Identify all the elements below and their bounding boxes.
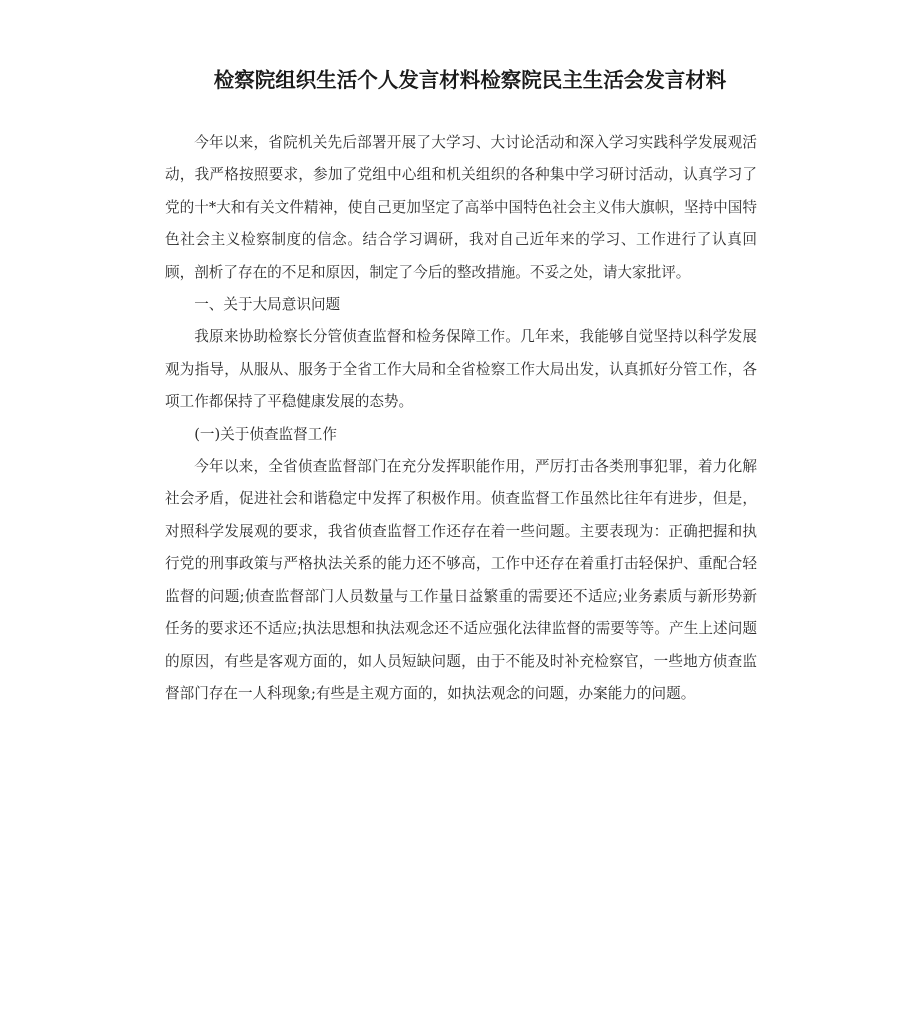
paragraph-intro: 今年以来，省院机关先后部署开展了大学习、大讨论活动和深入学习实践科学发展观活动，我严格按照要求，参加了党组中心组和机关组织的各种集中学习研讨活动，认真学习了党的十*大和有关文件精神，使自己更加坚定了高举中国特色社会主义伟大旗帜，坚持中国特色社会主义检察制度的信念。结合学习调研，我对自己近年来的学习、工作进行了认真回顾，剖析了存在的不足和原因，制定了今后的整改措施。不妥之处，请大家批评。 xyxy=(165,134,757,281)
paragraph-investigation-supervision: 今年以来，全省侦查监督部门在充分发挥职能作用，严厉打击各类刑事犯罪，着力化解社会矛盾，促进社会和谐稳定中发挥了积极作用。侦查监督工作虽然比往年有进步，但是，对照科学发展观的要求，我省侦查监督工作还存在着一些问题。主要表现为：正确把握和执行党的刑事政策与严格执法关系的能力还不够高，工作中还存在着重打击轻保护、重配合轻监督的问题;侦查监督部门人员数量与工作量日益繁重的需要还不适应;业务素质与新形势新任务的要求还不适应;执法思想和执法观念还不适应强化法律监督的需要等等。产生上述问题的原因，有些是客观方面的，如人员短缺问题，由于不能及时补充检察官，一些地方侦查监督部门存在一人科现象;有些是主观方面的，如执法观念的问题，办案能力的问题。 xyxy=(165,458,757,702)
document-title: 检察院组织生活个人发言材料检察院民主生活会发言材料 xyxy=(213,68,727,92)
section-heading-overall-awareness: 一、关于大局意识问题 xyxy=(194,296,341,314)
paragraph-overall-awareness: 我原来协助检察长分管侦查监督和检务保障工作。几年来，我能够自觉坚持以科学发展观为指导，从服从、服务于全省工作大局和全省检察工作大局出发，认真抓好分管工作，各项工作都保持了平稳健康发展的态势。 xyxy=(165,328,757,411)
subsection-heading-investigation-supervision: (一)关于侦查监督工作 xyxy=(194,425,337,443)
document-body xyxy=(165,127,757,710)
